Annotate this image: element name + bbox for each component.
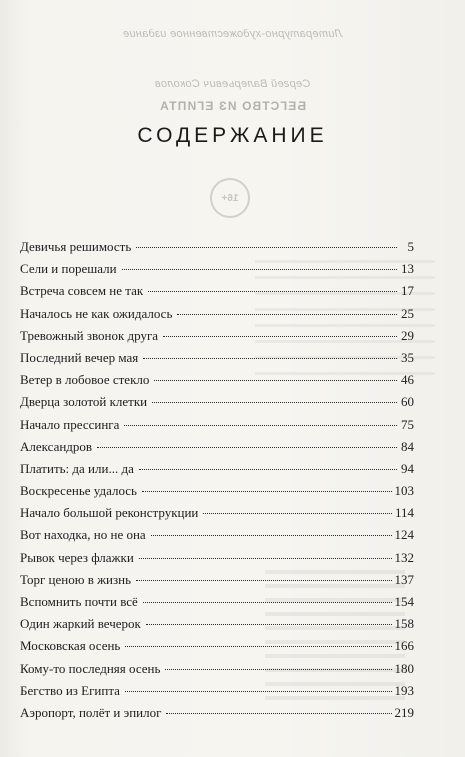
- toc-entry-title: Торг ценою в жизнь: [20, 571, 132, 587]
- toc-entry-title: Тревожный звонок друга: [20, 327, 159, 343]
- toc-entry: [20, 680, 414, 702]
- toc-entry-page-number: 35: [401, 349, 414, 365]
- dot-leader: [143, 358, 397, 359]
- toc-entry-page-number: 84: [401, 438, 414, 454]
- show-through-age-rating: 16+: [210, 178, 250, 218]
- toc-entry-page-number: 166: [394, 638, 414, 654]
- dot-leader: [97, 447, 397, 448]
- toc-entry-title: Кому-то последняя осень: [20, 660, 161, 676]
- dot-leader: [143, 602, 392, 603]
- toc-entry-title: Началось не как ожидалось: [20, 305, 173, 321]
- toc-entry: [20, 258, 414, 280]
- toc-entry-title: Начало большой реконструкции: [20, 505, 199, 521]
- toc-entry-page-number: 114: [394, 505, 414, 521]
- show-through-title: БЕГСТВО ИЗ ЕГИПТА: [158, 99, 307, 113]
- toc-entry-page-number: 154: [394, 594, 414, 609]
- show-through-author: Сергей Валерьевич Соколов: [154, 78, 311, 90]
- toc-entry-title: Рывок через флажки: [20, 549, 134, 565]
- toc-entry-title: Аэропорт, полёт и эпилог: [20, 704, 162, 720]
- toc-entry-page-number: 219: [394, 704, 414, 720]
- table-of-contents: [20, 236, 414, 724]
- toc-entry: [20, 236, 414, 258]
- toc-entry-page-number: 124: [394, 527, 414, 543]
- toc-entry: [20, 391, 414, 413]
- toc-entry-page-number: 94: [401, 460, 414, 476]
- toc-entry-title: Бегство из Египта: [20, 682, 120, 698]
- show-through-publisher: Литературно-художественное издание: [122, 28, 343, 40]
- toc-entry-title: Один жаркий вечерок: [20, 616, 141, 632]
- toc-entry: [20, 436, 414, 458]
- dot-leader: [152, 402, 397, 403]
- toc-entry-page-number: 137: [394, 571, 414, 587]
- toc-entry-page-number: 132: [394, 549, 414, 565]
- dot-leader: [124, 425, 397, 426]
- dot-leader: [125, 691, 392, 692]
- toc-entry: [20, 347, 414, 369]
- toc-entry-page-number: 25: [401, 305, 414, 321]
- dot-leader: [122, 269, 397, 270]
- dot-leader: [203, 513, 392, 514]
- toc-entry-page-number: 13: [401, 261, 414, 277]
- toc-entry: [20, 591, 414, 613]
- toc-entry-page-number: 29: [401, 327, 414, 343]
- toc-entry: [20, 658, 414, 680]
- toc-entry-page-number: 17: [401, 283, 414, 299]
- toc-entry: [20, 502, 414, 524]
- toc-entry: [20, 569, 414, 591]
- toc-entry: [20, 613, 414, 635]
- toc-entry-title: Московская осень: [20, 638, 121, 654]
- dot-leader: [139, 469, 397, 470]
- toc-entry-title: Александров: [20, 438, 93, 454]
- toc-heading: СОДЕРЖАНИЕ: [137, 124, 328, 147]
- dot-leader: [163, 336, 397, 337]
- dot-leader: [139, 558, 392, 559]
- toc-entry-page-number: 103: [394, 483, 414, 499]
- dot-leader: [154, 380, 397, 381]
- dot-leader: [146, 624, 392, 625]
- dot-leader: [166, 713, 391, 714]
- toc-entry: [20, 369, 414, 391]
- toc-entry-page-number: 75: [401, 416, 414, 432]
- toc-entry-page-number: 180: [394, 660, 414, 676]
- toc-entry: [20, 325, 414, 347]
- toc-entry-page-number: 5: [407, 239, 414, 254]
- toc-entry-page-number: 46: [401, 372, 414, 388]
- toc-entry-page-number: 158: [394, 616, 414, 632]
- toc-entry-title: Ветер в лобовое стекло: [20, 372, 150, 388]
- toc-entry: [20, 280, 414, 302]
- toc-entry-title: Вспомнить почти всё: [20, 594, 138, 609]
- toc-entry-title: Девичья решимость: [20, 239, 132, 254]
- dot-leader: [148, 291, 397, 292]
- toc-entry: [20, 458, 414, 480]
- toc-entry: [20, 635, 414, 657]
- toc-entry-title: Сели и порешали: [20, 261, 117, 277]
- dot-leader: [151, 535, 392, 536]
- toc-entry: [20, 303, 414, 325]
- dot-leader: [136, 247, 397, 248]
- toc-entry-title: Воскресенье удалось: [20, 483, 137, 499]
- dot-leader: [136, 580, 391, 581]
- toc-entry: [20, 547, 414, 569]
- toc-entry-title: Вот находка, но не она: [20, 527, 146, 543]
- toc-entry: [20, 524, 414, 546]
- toc-entry-title: Дверца золотой клетки: [20, 394, 148, 410]
- dot-leader: [177, 314, 397, 315]
- toc-entry: [20, 414, 414, 436]
- toc-entry-title: Встреча совсем не так: [20, 283, 144, 299]
- dot-leader: [125, 646, 391, 647]
- toc-entry-page-number: 60: [401, 394, 414, 410]
- toc-entry-title: Платить: да или... да: [20, 460, 134, 476]
- dot-leader: [165, 669, 391, 670]
- toc-entry: [20, 702, 414, 724]
- toc-entry-title: Последний вечер мая: [20, 349, 139, 365]
- dot-leader: [142, 491, 392, 492]
- toc-entry-title: Начало прессинга: [20, 416, 120, 432]
- toc-entry-page-number: 193: [394, 682, 414, 698]
- toc-entry: [20, 480, 414, 502]
